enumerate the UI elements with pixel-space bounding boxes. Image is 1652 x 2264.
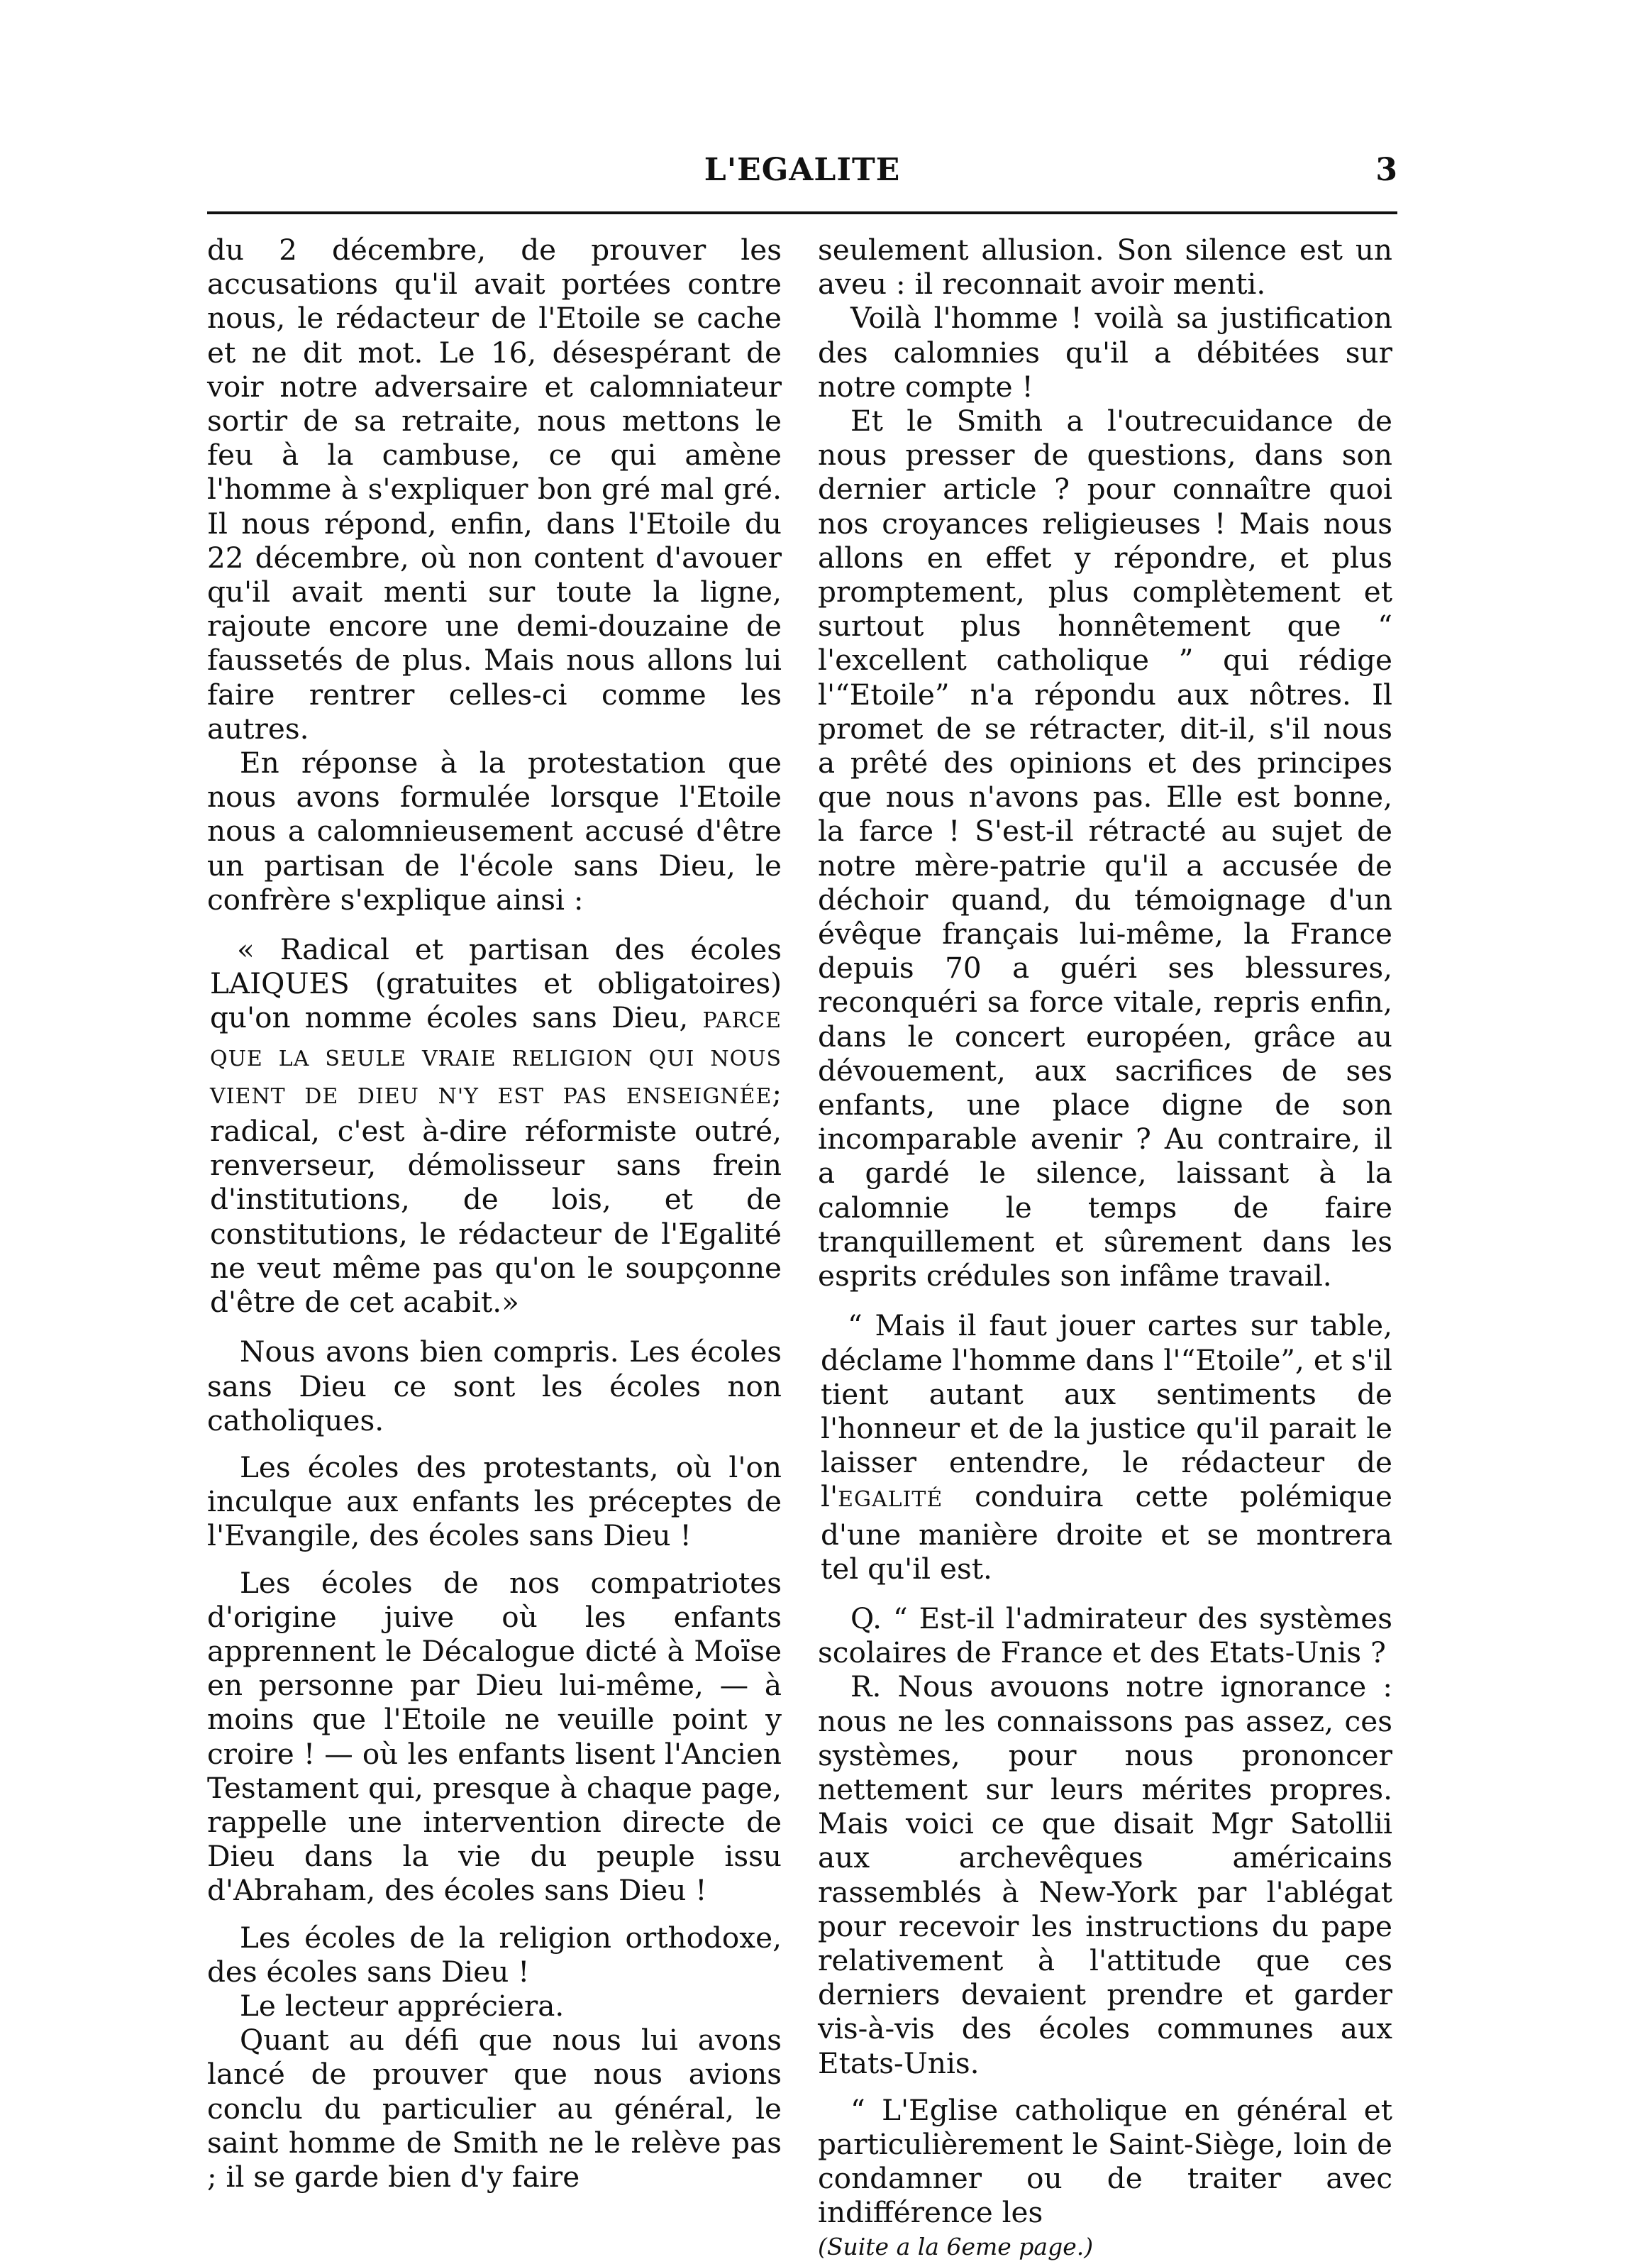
quote-small-caps: PARCE QUE LA SEULE VRAIE RELIGION QUI NOUS VIENT DE DIEU N'Y EST PAS ENSEIGNÉE <box>210 1008 782 1109</box>
header-rule <box>207 211 1397 214</box>
paragraph: Voilà l'homme ! voilà sa justification des calomnies qu'il a débitées sur notre compte ! <box>818 301 1392 404</box>
paragraph: Les écoles des protestants, où l'on inculque aux enfants les préceptes de l'Evangile, des écoles sans Dieu ! <box>207 1449 782 1553</box>
newspaper-title: L'EGALITE <box>704 152 901 188</box>
paragraph: En réponse à la protestation que nous avons formulée lorsque l'Etoile nous a calomnieusement accusé d'être un partisan de l'école sans Dieu, le confrère s'explique ainsi : <box>207 746 782 917</box>
continuation-note: (Suite a la 6eme page.) <box>818 2232 1094 2260</box>
paragraph: Les écoles de la religion orthodoxe, des écoles sans Dieu ! <box>207 1920 782 1989</box>
quote-text: conduira cette polémique d'une manière droite et se montrera tel qu'il est. <box>821 1479 1392 1586</box>
paragraph: du 2 décembre, de prouver les accusations qu'il avait portées contre nous, le rédacteur de l'Etoile se cache et ne dit mot. Le 16, désespérant de voir notre adversaire et calomniateur sortir de sa retraite, nous mettons le feu à la cambuse, ce qui amène l'homme à s'expliquer bon gré mal gré. Il nous répond, enfin, dans l'Etoile du 22 décembre, où non content d'avouer qu'il avait menti sur toute la ligne, rajoute encore une demi-douzaine de faussetés de plus. Mais nous allons lui faire rentrer celles-ci comme les autres. <box>207 233 782 746</box>
paragraph: Quant au défi que nous lui avons lancé de prouver que nous avions conclu du particulier au général, le saint homme de Smith ne le relève pas ; il se garde bien d'y faire <box>207 2023 782 2194</box>
page-number: 3 <box>1375 152 1397 188</box>
page-header <box>207 152 1397 194</box>
left-column <box>207 233 782 2194</box>
right-column <box>818 233 1392 2264</box>
block-quote <box>210 932 782 1319</box>
quote-text: ; radical, c'est à-dire réformiste outré, renverseur, démolisseur sans frein d'institutions, de lois, et de constitutions, le rédacteur de l'Egalité ne veut même pas qu'on le soupçonne d'être de cet acabit.» <box>210 1076 782 1320</box>
paragraph: “ L'Eglise catholique en général et particulièrement le Saint-Siège, loin de condamner ou de traiter avec indifférence les <box>818 2092 1392 2230</box>
paragraph: Q. “ Est-il l'admirateur des systèmes scolaires de France et des Etats-Unis ? <box>818 1601 1392 1670</box>
paragraph: Le lecteur appréciera. <box>240 1988 565 2023</box>
block-quote <box>821 1308 1392 1586</box>
paragraph: Les écoles de nos compatriotes d'origine juive où les enfants apprennent le Décalogue dicté à Moïse en personne par Dieu lui-même, — à moins que l'Etoile ne veuille point y croire ! — où les enfants lisent l'Ancien Testament qui, presque à chaque page, rappelle une intervention directe de Dieu dans la vie du peuple issu d'Abraham, des écoles sans Dieu ! <box>207 1565 782 1908</box>
paragraph: Nous avons bien compris. Les écoles sans Dieu ce sont les écoles non catholiques. <box>207 1335 782 1437</box>
quote-text: “ Mais il faut jouer cartes sur table, déclame l'homme dans l'“Etoile”, et s'il tient autant aux sentiments de l'honneur et de la justice qu'il parait le laisser entendre, le rédacteur de l' <box>821 1308 1392 1514</box>
paragraph: R. Nous avouons notre ignorance : nous ne les connaissons pas assez, ces systèmes, pour nous prononcer nettement sur leurs mérites propres. Mais voici ce que disait Mgr Satollii aux archevêques américains rassemblés à New-York par l'ablégat pour recevoir les instructions du pape relativement à l'attitude que ces derniers devaient prendre et garder vis-à-vis des écoles communes aux Etats-Unis. <box>818 1669 1392 2080</box>
quote-small-caps: EGALITÉ <box>838 1487 943 1513</box>
quote-text: « Radical et partisan des écoles LAIQUES (gratuites et obligatoires) qu'on nomme écoles sans Dieu, <box>210 932 782 1035</box>
paragraph: Et le Smith a l'outrecuidance de nous presser de questions, dans son dernier article ? pour connaître quoi nos croyances religieuses ! Mais nous allons en effet y répondre, et plus promptement, plus complètement et surtout plus honnêtement que “ l'excellent catholique ” qui rédige l'“Etoile” n'a répondu aux nôtres. Il promet de se rétracter, dit-il, s'il nous a prêté des opinions et des principes que nous n'avons pas. Elle est bonne, la farce ! S'est-il rétracté au sujet de notre mère-patrie qu'il a accusée de déchoir quand, du témoignage d'un évêque français lui-même, la France depuis 70 a guéri ses blessures, reconquéri sa force vitale, repris enfin, dans le concert européen, grâce au dévouement, aux sacrifices de ses enfants, une place digne de son incomparable avenir ? Au contraire, il a gardé le silence, laissant à la calomnie le temps de faire tranquillement et sûrement dans les esprits crédules son infâme travail. <box>818 404 1392 1293</box>
paragraph: seulement allusion. Son silence est un aveu : il reconnait avoir menti. <box>818 233 1392 302</box>
